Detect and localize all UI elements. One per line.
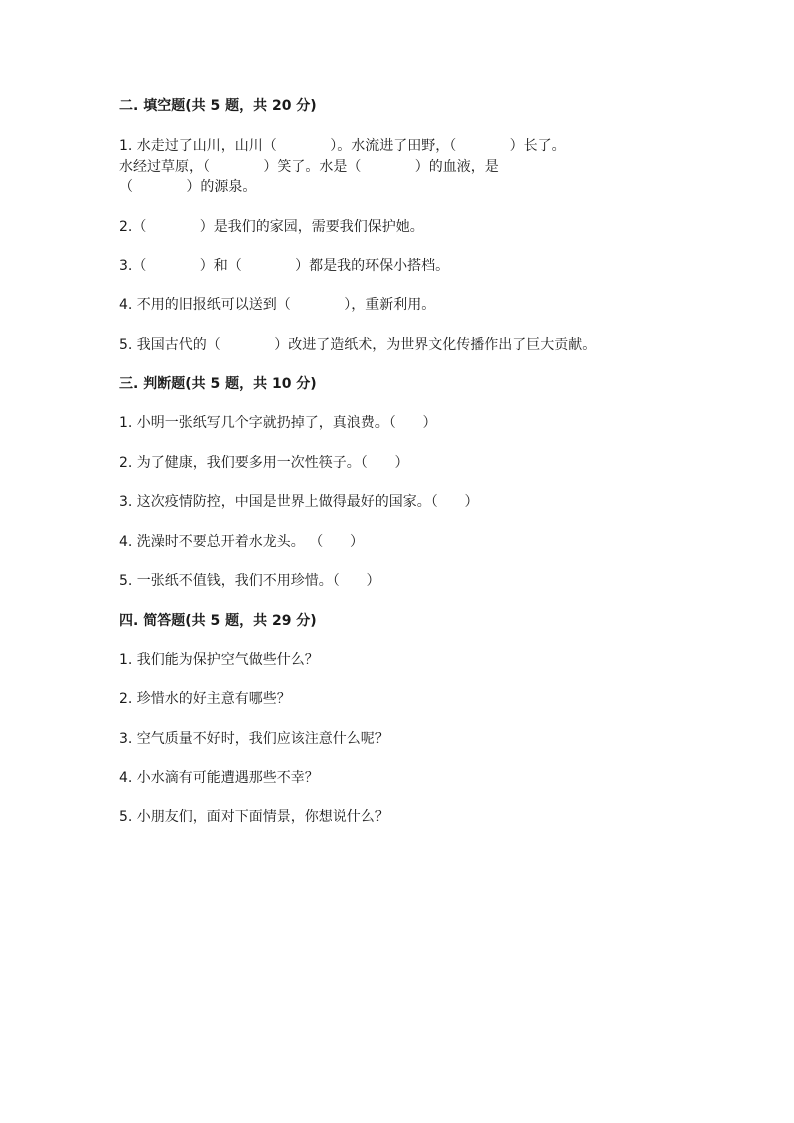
judge-question-1: 1. 小明一张纸写几个字就扔掉了，真浪费。（ ） (119, 415, 437, 431)
fill-section-heading: 二. 填空题(共 5 题，共 20 分) (119, 98, 317, 114)
fill-question-1-line-2: 水经过草原，（ ）笑了。水是（ ）的血液，是 (119, 159, 499, 175)
fill-question-1-line-1: 1. 水走过了山川，山川（ ）。水流进了田野，（ ）长了。 (119, 138, 566, 154)
judge-question-3: 3. 这次疫情防控，中国是世界上做得最好的国家。（ ） (119, 494, 479, 510)
short-answer-question-3: 3. 空气质量不好时，我们应该注意什么呢？ (119, 731, 389, 747)
fill-question-3: 3.（ ）和（ ）都是我的环保小搭档。 (119, 258, 450, 274)
judge-question-2: 2. 为了健康，我们要多用一次性筷子。（ ） (119, 455, 409, 471)
fill-question-1-line-3: （ ）的源泉。 (119, 179, 257, 195)
short-answer-question-5: 5. 小朋友们，面对下面情景，你想说什么？ (119, 809, 389, 825)
fill-question-4: 4. 不用的旧报纸可以送到（ ），重新利用。 (119, 297, 436, 313)
judge-section-heading: 三. 判断题(共 5 题，共 10 分) (119, 376, 317, 392)
short-answer-question-4: 4. 小水滴有可能遭遇那些不幸？ (119, 770, 319, 786)
fill-question-2: 2.（ ）是我们的家园，需要我们保护她。 (119, 219, 424, 235)
short-answer-question-1: 1. 我们能为保护空气做些什么？ (119, 652, 319, 668)
judge-question-4: 4. 洗澡时不要总开着水龙头。 （ ） (119, 534, 364, 550)
short-answer-section-heading: 四. 简答题(共 5 题，共 29 分) (119, 613, 317, 629)
judge-question-5: 5. 一张纸不值钱，我们不用珍惜。（ ） (119, 573, 381, 589)
fill-question-5: 5. 我国古代的（ ）改进了造纸术，为世界文化传播作出了巨大贡献。 (119, 337, 597, 353)
short-answer-question-2: 2. 珍惜水的好主意有哪些？ (119, 691, 291, 707)
